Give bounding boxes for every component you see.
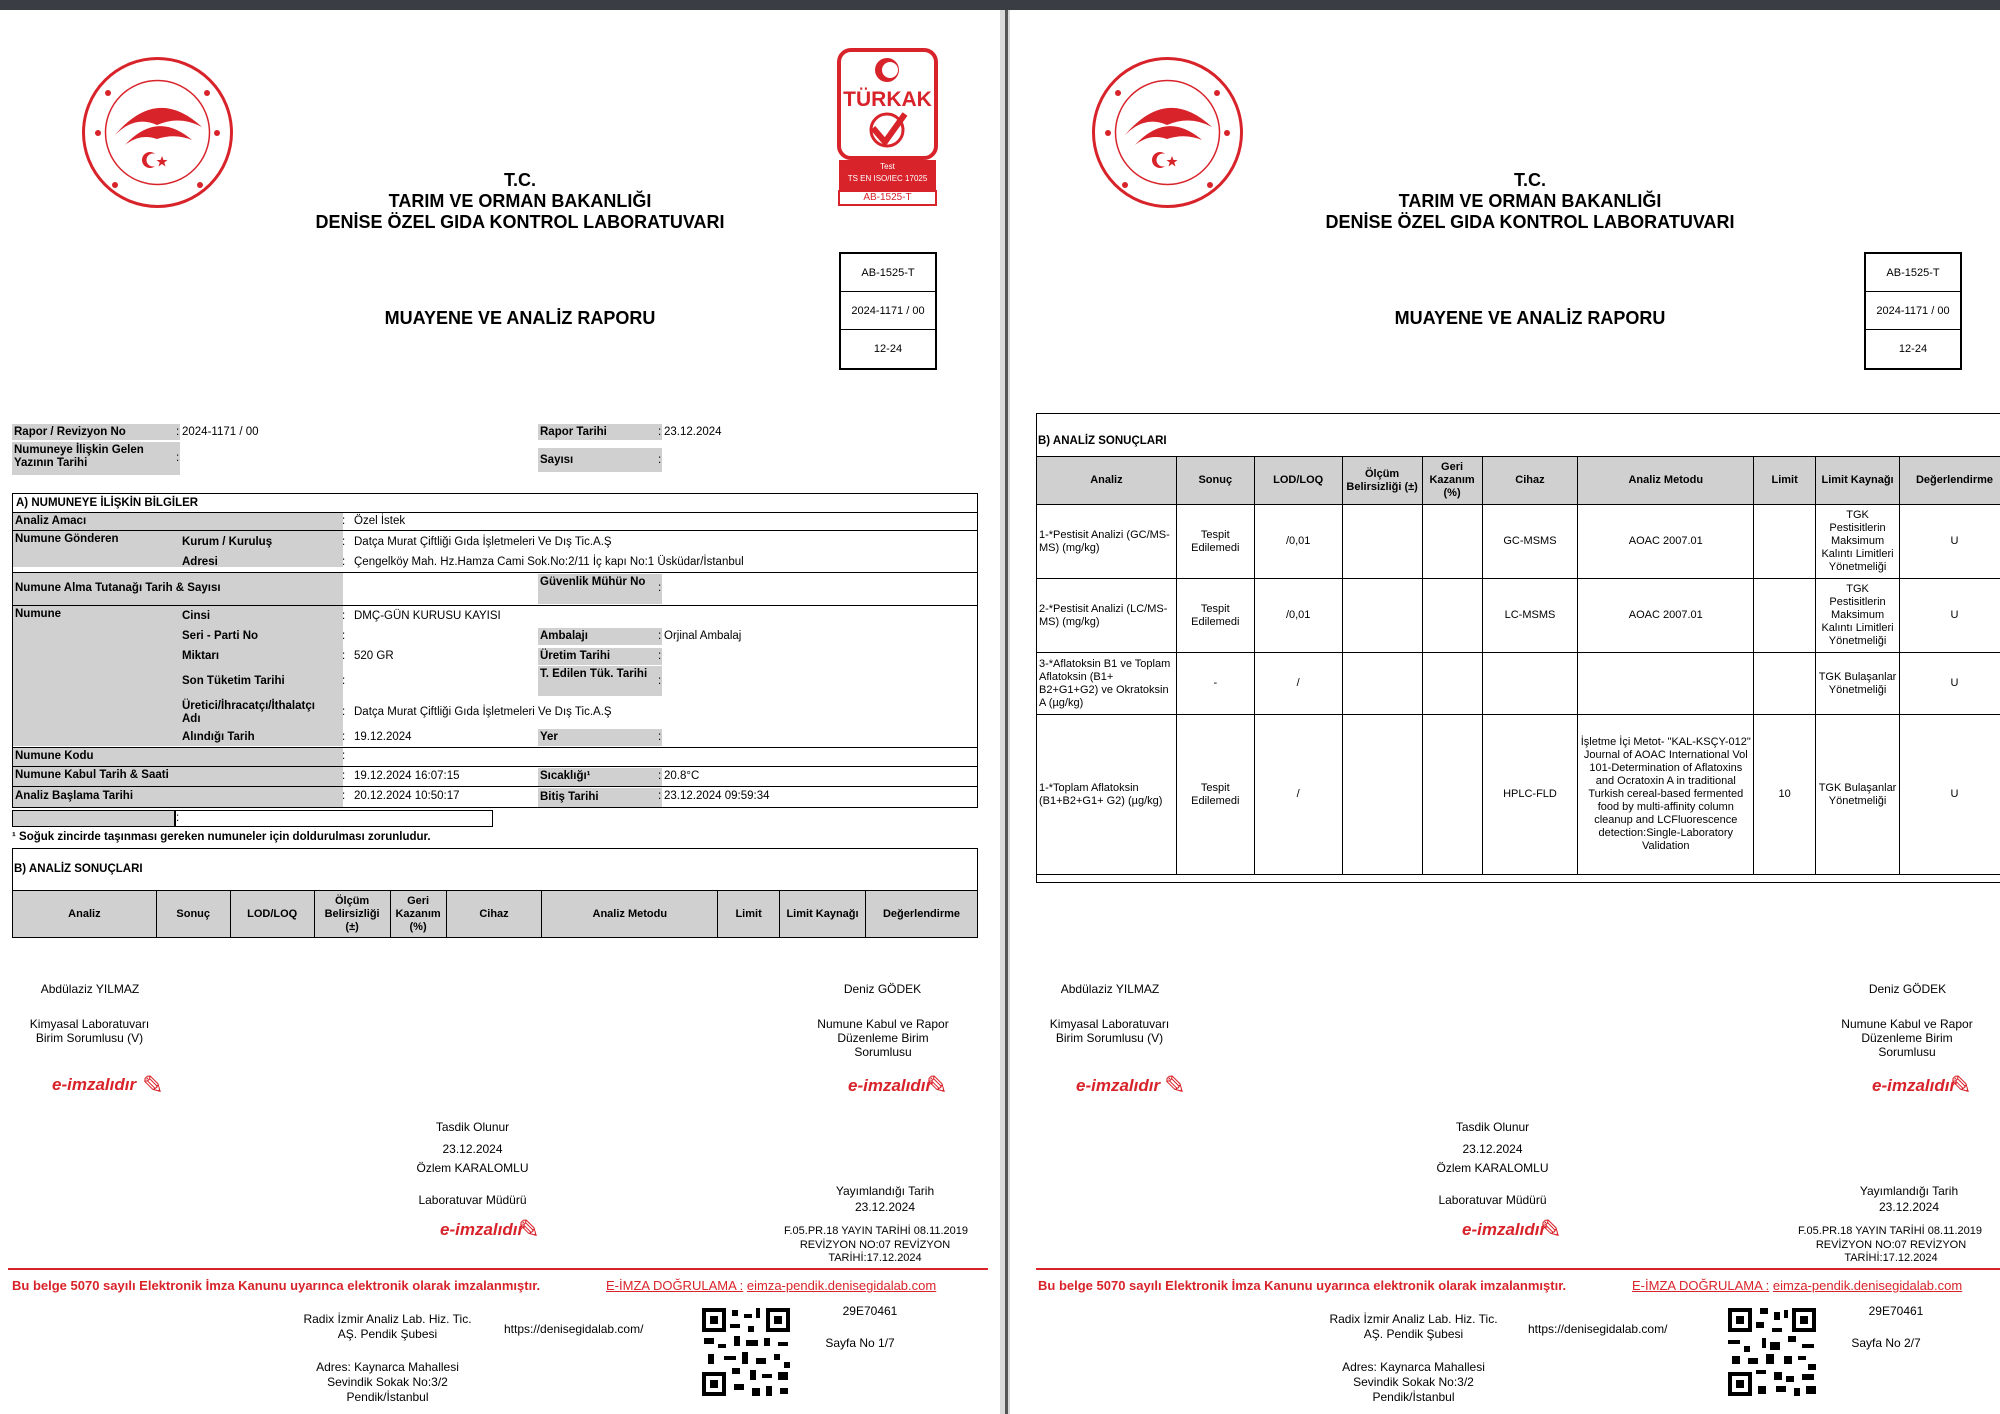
ref-report-no: 2024-1171 / 00 xyxy=(841,292,935,330)
cell-geri xyxy=(1422,715,1482,875)
col-kaynak: Limit Kaynağı xyxy=(780,891,866,938)
col-sonuc: Sonuç xyxy=(156,891,230,938)
left-eimza-stamp: e-imzalıdır xyxy=(1076,1076,1161,1095)
report-page-2 xyxy=(1010,10,2000,1414)
gonderen-label: Numune Gönderen xyxy=(13,531,343,567)
tasdik-label: Tasdik Olunur xyxy=(435,1120,510,1134)
rapor-tarihi-value: 23.12.2024 xyxy=(664,426,722,438)
cell-cihaz: HPLC-FLD xyxy=(1482,715,1578,875)
ministry-seal-icon xyxy=(80,55,235,210)
results-section-title: B) ANALİZ SONUÇLARI xyxy=(14,863,143,875)
form-line-1: F.05.PR.18 YAYIN TARİHİ 08.11.2019 xyxy=(1797,1225,1983,1237)
rapor-revizyon-label: Rapor / Revizyon No xyxy=(12,424,180,440)
tedilen-label: T. Edilen Tük. Tarihi xyxy=(538,666,662,696)
cell-lod: /0,01 xyxy=(1254,505,1342,579)
sicaklik-label: Sıcaklığı¹ xyxy=(538,768,662,786)
table-row xyxy=(1037,579,2000,653)
bitis-value: 23.12.2024 09:59:34 xyxy=(664,790,770,802)
kabul-value: 19.12.2024 16:07:15 xyxy=(354,770,460,782)
report-title: MUAYENE VE ANALİZ RAPORU xyxy=(384,308,656,328)
colon: : xyxy=(658,770,662,782)
report-title: MUAYENE VE ANALİZ RAPORU xyxy=(1394,308,1666,328)
adres-value: Çengelköy Mah. Hz.Hamza Cami Sok.No:2/11 İç kapı No:1 Üsküdar/İstanbul xyxy=(354,556,744,568)
colon: : xyxy=(342,536,346,548)
colon: : xyxy=(658,630,662,642)
muhur-label: Güvenlik Mühür No xyxy=(538,574,662,604)
form-line-3: TARİHİ:17.12.2024 xyxy=(1844,1252,1938,1264)
page-divider xyxy=(1005,10,1008,1414)
turkak-code: AB-1525-T xyxy=(863,192,912,203)
rapor-revizyon-value: 2024-1171 / 00 xyxy=(182,426,259,438)
cell-degerlendirme: U xyxy=(1900,579,2000,653)
reference-box xyxy=(839,252,937,370)
tasdik-date: 23.12.2024 xyxy=(1462,1142,1523,1156)
colon: : xyxy=(342,770,346,782)
qr-code-icon[interactable] xyxy=(1726,1306,1818,1398)
alindigi-value: 19.12.2024 xyxy=(354,731,412,743)
form-line-1: F.05.PR.18 YAYIN TARİHİ 08.11.2019 xyxy=(783,1225,969,1237)
right-signer-title: Numune Kabul ve Rapor Düzenleme Birim Sorumlusu xyxy=(1841,1017,1973,1059)
law-text: Bu belge 5070 sayılı Elektronik İmza Kanunu uyarınca elektronik olarak imzalanmıştır. xyxy=(12,1278,541,1293)
colon: : xyxy=(176,812,180,824)
analiz-amaci-value: Özel İstek xyxy=(354,515,406,527)
col-cihaz: Cihaz xyxy=(446,891,542,938)
sayisi-label: Sayısı xyxy=(538,448,662,472)
cell-limit xyxy=(1754,653,1816,715)
yayim-date: 23.12.2024 xyxy=(854,1200,916,1214)
numune-label: Numune xyxy=(13,606,343,746)
empty-cell xyxy=(12,810,175,827)
miktar-value: 520 GR xyxy=(354,650,394,662)
verify-link[interactable] xyxy=(1632,1278,1962,1293)
ministry-seal-icon xyxy=(1090,55,1245,210)
yayim-label: Yayımlandığı Tarih xyxy=(835,1184,935,1198)
ambalaj-value: Orjinal Ambalaj xyxy=(664,630,742,642)
cell-limit xyxy=(1754,579,1816,653)
address-line-1: Adres: Kaynarca Mahallesi xyxy=(1342,1360,1485,1374)
colon: : xyxy=(342,750,346,762)
cell-lod: / xyxy=(1254,715,1342,875)
son-tuketim-label: Son Tüketim Tarihi xyxy=(182,675,285,687)
colon: : xyxy=(658,650,662,662)
address-line-1: Adres: Kaynarca Mahallesi xyxy=(316,1360,459,1374)
col-olcum: Ölçüm Belirsizliği (±) xyxy=(1342,457,1422,505)
form-line-3: TARİHİ:17.12.2024 xyxy=(828,1252,922,1264)
footnote: ¹ Soğuk zincirde taşınması gereken numuneler için doldurulması zorunludur. xyxy=(12,831,431,843)
website-link[interactable]: https://denisegidalab.com/ xyxy=(504,1322,644,1336)
table-row xyxy=(1037,505,2000,579)
cell-sonuc: Tespit Edilemedi xyxy=(1176,505,1254,579)
yer-label: Yer xyxy=(538,729,662,746)
adres-label: Adresi xyxy=(182,556,218,568)
cell-metot: AOAC 2007.01 xyxy=(1578,505,1754,579)
director-name: Özlem KARALOMLU xyxy=(1436,1161,1549,1175)
sicaklik-value: 20.8°C xyxy=(664,770,700,782)
rapor-tarihi-label: Rapor Tarihi xyxy=(538,424,662,440)
colon: : xyxy=(342,675,346,687)
cell-analiz: 1-*Toplam Aflatoksin (B1+B2+G1+ G2) (µg/kg) xyxy=(1037,715,1177,875)
signature-pen-icon: ✎ xyxy=(1540,1214,1562,1244)
right-signer-name: Deniz GÖDEK xyxy=(843,982,922,996)
cell-kaynak: TGK Pestisitlerin Maksimum Kalıntı Limitleri Yönetmeliği xyxy=(1816,505,1900,579)
ref-accreditation-no: AB-1525-T xyxy=(841,254,935,292)
colon: : xyxy=(658,582,662,594)
viewer-top-bar xyxy=(0,0,2000,10)
signature-pen-icon: ✎ xyxy=(1164,1070,1186,1100)
right-signer-name: Deniz GÖDEK xyxy=(1868,982,1947,996)
company-line-1: Radix İzmir Analiz Lab. Hiz. Tic. xyxy=(1329,1312,1498,1326)
right-signer-title: Numune Kabul ve Rapor Düzenleme Birim Sorumlusu xyxy=(817,1017,949,1059)
company-line-2: AŞ. Pendik Şubesi xyxy=(1363,1327,1464,1341)
left-signer-name: Abdülaziz YILMAZ xyxy=(40,982,140,996)
cell-metot xyxy=(1578,653,1754,715)
verify-url[interactable]: eimza-pendik.denisegidalab.com xyxy=(1772,1278,1963,1293)
uretici-value: Datça Murat Çiftliği Gıda İşletmeleri Ve Dış Tic.A.Ş xyxy=(354,706,612,718)
uretim-label: Üretim Tarihi xyxy=(538,648,662,665)
col-metot: Analiz Metodu xyxy=(542,891,718,938)
col-limit: Limit xyxy=(718,891,780,938)
cell-sonuc: - xyxy=(1176,653,1254,715)
verify-label: E-İMZA DOĞRULAMA : xyxy=(606,1278,744,1293)
col-olcum: Ölçüm Belirsizliği (±) xyxy=(314,891,390,938)
address-line-2: Sevindik Sokak No:3/2 xyxy=(327,1375,448,1389)
col-geri: Geri Kazanım (%) xyxy=(1422,457,1482,505)
left-signer-title: Kimyasal Laboratuvarı Birim Sorumlusu (V) xyxy=(29,1017,150,1045)
colon: : xyxy=(658,675,662,687)
col-metot: Analiz Metodu xyxy=(1578,457,1754,505)
col-kaynak: Limit Kaynağı xyxy=(1816,457,1900,505)
colon: : xyxy=(658,731,662,743)
cell-geri xyxy=(1422,579,1482,653)
colon: : xyxy=(342,556,346,568)
cell-olcum xyxy=(1342,653,1422,715)
cinsi-label: Cinsi xyxy=(182,610,211,622)
tutanak-label: Numune Alma Tutanağı Tarih & Sayısı xyxy=(13,573,343,605)
results-section-title: B) ANALİZ SONUÇLARI xyxy=(1038,435,1167,447)
cell-cihaz: LC-MSMS xyxy=(1482,579,1578,653)
cell-geri xyxy=(1422,653,1482,715)
yayim-date: 23.12.2024 xyxy=(1878,1200,1940,1214)
cell-analiz: 3-*Aflatoksin B1 ve Toplam Aflatoksin (B1+ B2+G1+G2) ve Okratoksin A (µg/kg) xyxy=(1037,653,1177,715)
verify-url[interactable]: eimza-pendik.denisegidalab.com xyxy=(746,1278,937,1293)
cell-metot: AOAC 2007.01 xyxy=(1578,579,1754,653)
tasdik-label: Tasdik Olunur xyxy=(1455,1120,1530,1134)
reference-box xyxy=(1864,252,1962,370)
col-degerlendirme: Değerlendirme xyxy=(1900,457,2000,505)
verify-code: 29E70461 xyxy=(1868,1304,1924,1318)
results-table xyxy=(1036,456,2000,875)
sample-section-title: A) NUMUNEYE İLİŞKİN BİLGİLER xyxy=(16,497,199,509)
heading-tc: T.C. xyxy=(503,170,536,190)
right-eimza-stamp: e-imzalıdır xyxy=(848,1076,933,1095)
signature-pen-icon: ✎ xyxy=(142,1070,164,1100)
cell-metot: İşletme İçi Metot- "KAL-KSÇY-012" Journal of AOAC International Vol 101-Determination of Aflatoxins and Ocratoxin A in traditional Turkish cereal-based fermented food by multi-affinity column cleanup and LCFluorescence detection:Single-Laboratory Validation xyxy=(1578,715,1754,875)
alindigi-label: Alındığı Tarih xyxy=(182,731,255,743)
ambalaj-label: Ambalajı xyxy=(538,628,662,645)
heading-ministry: TARIM VE ORMAN BAKANLIĞI xyxy=(1398,191,1662,211)
bitis-label: Bitiş Tarihi xyxy=(538,788,662,807)
verify-label: E-İMZA DOĞRULAMA : xyxy=(1632,1278,1770,1293)
turkak-standard: TS EN ISO/IEC 17025 xyxy=(847,174,928,183)
ref-period: 12-24 xyxy=(873,343,903,355)
footer-red-rule xyxy=(8,1268,988,1270)
form-line-2: REVİZYON NO:07 REVİZYON xyxy=(1815,1239,1967,1251)
colon: : xyxy=(342,515,346,527)
turkak-logo-text: TÜRKAK xyxy=(843,88,932,111)
cell-degerlendirme: U xyxy=(1900,653,2000,715)
colon: : xyxy=(342,731,346,743)
turkak-test: Test xyxy=(880,162,895,171)
col-analiz: Analiz xyxy=(1037,457,1177,505)
cell-geri xyxy=(1422,505,1482,579)
signature-pen-icon: ✎ xyxy=(926,1070,948,1100)
colon: : xyxy=(342,650,346,662)
seri-label: Seri - Parti No xyxy=(182,630,259,642)
left-signer-name: Abdülaziz YILMAZ xyxy=(1060,982,1160,996)
yayim-label: Yayımlandığı Tarih xyxy=(1859,1184,1959,1198)
table-row xyxy=(1037,653,2000,715)
uretici-label: Üretici/İhracatçı/İthalatçı Adı xyxy=(182,700,315,725)
company-line-1: Radix İzmir Analiz Lab. Hiz. Tic. xyxy=(303,1312,472,1326)
director-title: Laboratuvar Müdürü xyxy=(418,1193,527,1207)
cell-kaynak: TGK Bulaşanlar Yönetmeliği xyxy=(1816,653,1900,715)
heading-ministry: TARIM VE ORMAN BAKANLIĞI xyxy=(388,191,652,211)
colon: : xyxy=(658,790,662,802)
col-analiz: Analiz xyxy=(13,891,157,938)
colon: : xyxy=(342,790,346,802)
results-table-header xyxy=(12,890,978,938)
cell-sonuc: Tespit Edilemedi xyxy=(1176,579,1254,653)
col-degerlendirme: Değerlendirme xyxy=(865,891,977,938)
address-line-3: Pendik/İstanbul xyxy=(1372,1390,1455,1404)
col-lod: LOD/LOQ xyxy=(230,891,314,938)
cell-olcum xyxy=(1342,505,1422,579)
verify-link[interactable] xyxy=(606,1278,936,1293)
cell-kaynak: TGK Bulaşanlar Yönetmeliği xyxy=(1816,715,1900,875)
kabul-label: Numune Kabul Tarih & Saati xyxy=(13,767,343,786)
heading-laboratory: DENİSE ÖZEL GIDA KONTROL LABORATUVARI xyxy=(1325,212,1735,232)
cell-analiz: 2-*Pestisit Analizi (LC/MS-MS) (mg/kg) xyxy=(1037,579,1177,653)
analiz-amaci-label: Analiz Amacı xyxy=(13,513,343,530)
colon: : xyxy=(176,452,180,464)
cell-lod: / xyxy=(1254,653,1342,715)
form-line-2: REVİZYON NO:07 REVİZYON xyxy=(799,1239,951,1251)
colon: : xyxy=(658,454,662,466)
numune-gelen-label: Numuneye İlişkin Gelen Yazının Tarihi xyxy=(12,442,180,475)
signature-pen-icon: ✎ xyxy=(518,1214,540,1244)
website-link[interactable]: https://denisegidalab.com/ xyxy=(1528,1322,1668,1336)
ref-period: 12-24 xyxy=(1898,343,1928,355)
cell-degerlendirme: U xyxy=(1900,715,2000,875)
cell-limit xyxy=(1754,505,1816,579)
col-geri: Geri Kazanım (%) xyxy=(390,891,446,938)
address-line-2: Sevindik Sokak No:3/2 xyxy=(1353,1375,1474,1389)
colon: : xyxy=(658,426,662,438)
colon: : xyxy=(176,426,180,438)
ref-accreditation-no: AB-1525-T xyxy=(1866,254,1960,292)
cell-lod: /0,01 xyxy=(1254,579,1342,653)
kod-label: Numune Kodu xyxy=(13,748,343,766)
ref-report-no: 2024-1171 / 00 xyxy=(1866,292,1960,330)
cell-degerlendirme: U xyxy=(1900,505,2000,579)
address-line-3: Pendik/İstanbul xyxy=(346,1390,429,1404)
director-title: Laboratuvar Müdürü xyxy=(1438,1193,1547,1207)
colon: : xyxy=(342,630,346,642)
cell-olcum xyxy=(1342,579,1422,653)
col-cihaz: Cihaz xyxy=(1482,457,1578,505)
cell-kaynak: TGK Pestisitlerin Maksimum Kalıntı Limitleri Yönetmeliği xyxy=(1816,579,1900,653)
page-number: Sayfa No 1/7 xyxy=(825,1336,895,1350)
cell-sonuc: Tespit Edilemedi xyxy=(1176,715,1254,875)
right-eimza-stamp: e-imzalıdır xyxy=(1872,1076,1957,1095)
cell-cihaz xyxy=(1482,653,1578,715)
cell-limit: 10 xyxy=(1754,715,1816,875)
tasdik-date: 23.12.2024 xyxy=(442,1142,503,1156)
kurum-label: Kurum / Kuruluş xyxy=(182,536,273,548)
baslama-value: 20.12.2024 10:50:17 xyxy=(354,790,460,802)
director-name: Özlem KARALOMLU xyxy=(416,1161,529,1175)
signature-pen-icon: ✎ xyxy=(1950,1070,1972,1100)
left-signer-title: Kimyasal Laboratuvarı Birim Sorumlusu (V) xyxy=(1049,1017,1170,1045)
turkak-accreditation-badge xyxy=(835,48,940,208)
col-sonuc: Sonuç xyxy=(1176,457,1254,505)
heading-tc: T.C. xyxy=(1513,170,1546,190)
cell-analiz: 1-*Pestisit Analizi (GC/MS-MS) (mg/kg) xyxy=(1037,505,1177,579)
report-page-1 xyxy=(0,10,1000,1414)
company-line-2: AŞ. Pendik Şubesi xyxy=(337,1327,438,1341)
miktar-label: Miktarı xyxy=(182,650,220,662)
colon: : xyxy=(342,610,346,622)
verify-code: 29E70461 xyxy=(842,1304,898,1318)
colon: : xyxy=(342,706,346,718)
table-row xyxy=(1037,715,2000,875)
col-limit: Limit xyxy=(1754,457,1816,505)
director-eimza-stamp: e-imzalıdır xyxy=(1462,1220,1547,1239)
cinsi-value: DMÇ-GÜN KURUSU KAYISI xyxy=(354,610,501,622)
qr-code-icon[interactable] xyxy=(700,1306,792,1398)
cell-cihaz: GC-MSMS xyxy=(1482,505,1578,579)
baslama-label: Analiz Başlama Tarihi xyxy=(13,787,343,807)
heading-laboratory: DENİSE ÖZEL GIDA KONTROL LABORATUVARI xyxy=(315,212,725,232)
col-lod: LOD/LOQ xyxy=(1254,457,1342,505)
director-eimza-stamp: e-imzalıdır xyxy=(440,1220,525,1239)
left-eimza-stamp: e-imzalıdır xyxy=(52,1075,137,1094)
law-text: Bu belge 5070 sayılı Elektronik İmza Kanunu uyarınca elektronik olarak imzalanmıştır. xyxy=(1038,1278,1567,1293)
cell-olcum xyxy=(1342,715,1422,875)
empty-cell xyxy=(175,810,493,827)
footer-red-rule xyxy=(1036,1268,2000,1270)
page-number: Sayfa No 2/7 xyxy=(1851,1336,1921,1350)
kurum-value: Datça Murat Çiftliği Gıda İşletmeleri Ve Dış Tic.A.Ş xyxy=(354,536,612,548)
